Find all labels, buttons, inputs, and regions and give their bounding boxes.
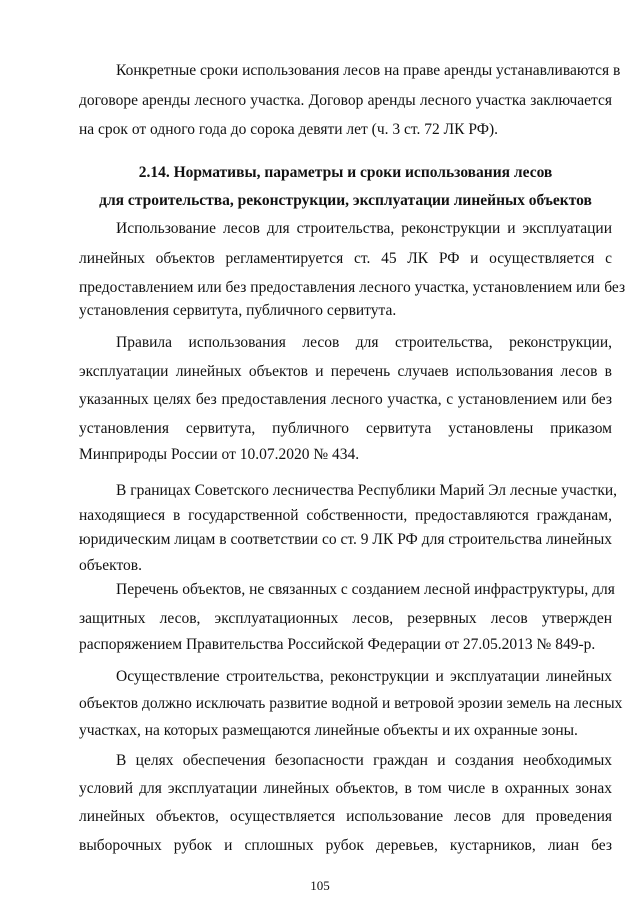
paragraph-line: линейных объектов регламентируется ст. 45 ЛК РФ и осуществляется с (79, 250, 612, 267)
paragraph-line: эксплуатации линейных объектов и перечень случаев использования лесов в (79, 363, 612, 380)
paragraph-line: объектов должно исключать развитие водной и ветровой эрозии земель на лесных (79, 695, 623, 712)
paragraph-line: предоставлением или без предоставления лесного участка, установлением или без (79, 279, 626, 296)
paragraph-line: находящиеся в государственной собственности, предоставляются гражданам, (79, 507, 612, 524)
intro-line: договоре аренды лесного участка. Договор аренды лесного участка заключается (79, 92, 612, 109)
paragraph-line: Минприроды России от 10.07.2020 № 434. (79, 446, 360, 463)
paragraph-line: защитных лесов, эксплуатационных лесов, резервных лесов утвержден (79, 610, 612, 627)
paragraph-line: объектов. (79, 557, 142, 574)
paragraph-line: линейных объектов, осуществляется использование лесов для проведения (79, 808, 612, 825)
paragraph-line: участках, на которых размещаются линейные объекты и их охранные зоны. (79, 722, 578, 739)
paragraph-line: выборочных рубок и сплошных рубок деревьев, кустарников, лиан без (79, 837, 612, 854)
paragraph-line: Использование лесов для строительства, реконструкции и эксплуатации (116, 220, 612, 237)
paragraph-line: юридическим лицам в соответствии со ст. 9 ЛК РФ для строительства линейных (79, 531, 612, 548)
section-heading: для строительства, реконструкции, эксплуатации линейных объектов (99, 192, 592, 209)
intro-line: на срок от одного года до сорока девяти лет (ч. 3 ст. 72 ЛК РФ). (79, 121, 498, 138)
paragraph-line: Перечень объектов, не связанных с созданием лесной инфраструктуры, для (116, 581, 615, 598)
paragraph-line: распоряжением Правительства Российской Федерации от 27.05.2013 № 849-р. (79, 636, 596, 653)
paragraph-line: В границах Советского лесничества Республики Марий Эл лесные участки, (116, 482, 618, 499)
paragraph-line: указанных целях без предоставления лесного участка, с установлением или без (79, 391, 612, 408)
intro-line: Конкретные сроки использования лесов на праве аренды устанавливаются в (116, 62, 621, 79)
paragraph-line: Правила использования лесов для строительства, реконструкции, (116, 334, 612, 351)
page-number: 105 (310, 878, 330, 893)
paragraph-line: Осуществление строительства, реконструкции и эксплуатации линейных (116, 668, 612, 685)
paragraph-line: установления сервитута, публичного сервитута установлены приказом (79, 420, 612, 437)
section-heading: 2.14. Нормативы, параметры и сроки использования лесов (138, 164, 553, 181)
paragraph-line: установления сервитута, публичного сервитута. (79, 302, 397, 319)
paragraph-line: условий для эксплуатации линейных объектов, в том числе в охранных зонах (79, 780, 612, 797)
paragraph-line: В целях обеспечения безопасности граждан и создания необходимых (116, 752, 612, 769)
